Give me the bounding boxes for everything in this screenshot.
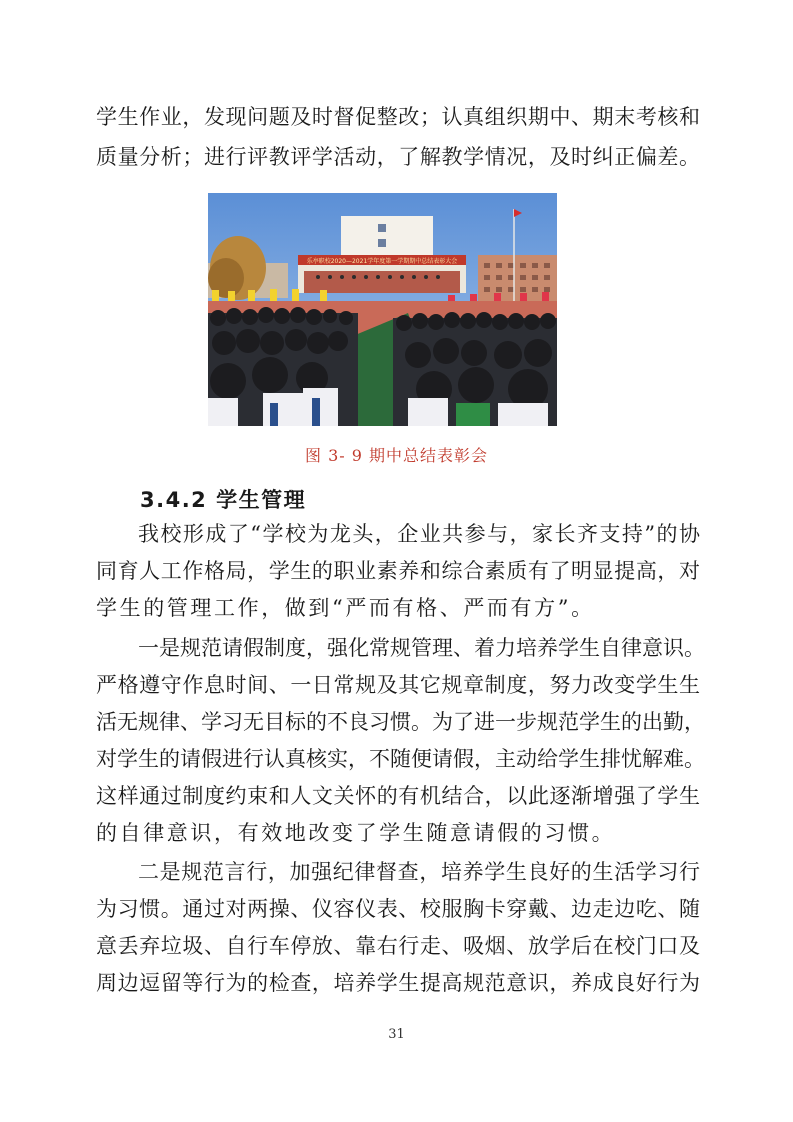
text-line: 同育人工作格局，学生的职业素养和综合素质有了明显提高，对 (96, 559, 700, 583)
figure-caption: 图 3- 9 期中总结表彰会 (304, 446, 489, 465)
text-line: 的自律意识，有效地改变了学生随意请假的习惯。 (96, 821, 616, 845)
text-line: 为习惯。通过对两操、仪容仪表、校服胸卡穿戴、边走边吃、随 (96, 897, 700, 921)
text-line: 质量分析；进行评教评学活动，了解教学情况，及时纠正偏差。 (96, 145, 700, 169)
text-line: 学生作业，发现问题及时督促整改；认真组织期中、期末考核和 (96, 105, 700, 129)
text-line: 二是规范言行，加强纪律督查，培养学生良好的生活学习行 (138, 860, 700, 884)
text-line: 意丢弃垃圾、自行车停放、靠右行走、吸烟、放学后在校门口及 (96, 934, 700, 958)
text-line: 学生的管理工作，做到“严而有格、严而有方”。 (96, 596, 595, 620)
text-line: 严格遵守作息时间、一日常规及其它规章制度，努力改变学生生 (96, 673, 700, 697)
stage-banner-text: 乐亭职校2020—2021学年度第一学期期中总结表彰大会 (306, 258, 458, 265)
text-line: 这样通过制度约束和人文关怀的有机结合，以此逐渐增强了学生 (96, 784, 700, 808)
text-line: 我校形成了“学校为龙头，企业共参与，家长齐支持”的协 (138, 522, 700, 546)
assembly-photo (208, 193, 557, 426)
section-heading: 3.4.2 学生管理 (140, 488, 307, 512)
text-line: 周边逗留等行为的检查，培养学生提高规范意识，养成良好行为 (96, 971, 700, 995)
text-line: 活无规律、学习无目标的不良习惯。为了进一步规范学生的出勤， (96, 710, 705, 734)
text-line: 一是规范请假制度，强化常规管理、着力培养学生自律意识。 (138, 636, 705, 660)
text-line: 对学生的请假进行认真核实，不随便请假，主动给学生排忧解难。 (96, 747, 705, 771)
page-number: 31 (388, 1027, 405, 1042)
